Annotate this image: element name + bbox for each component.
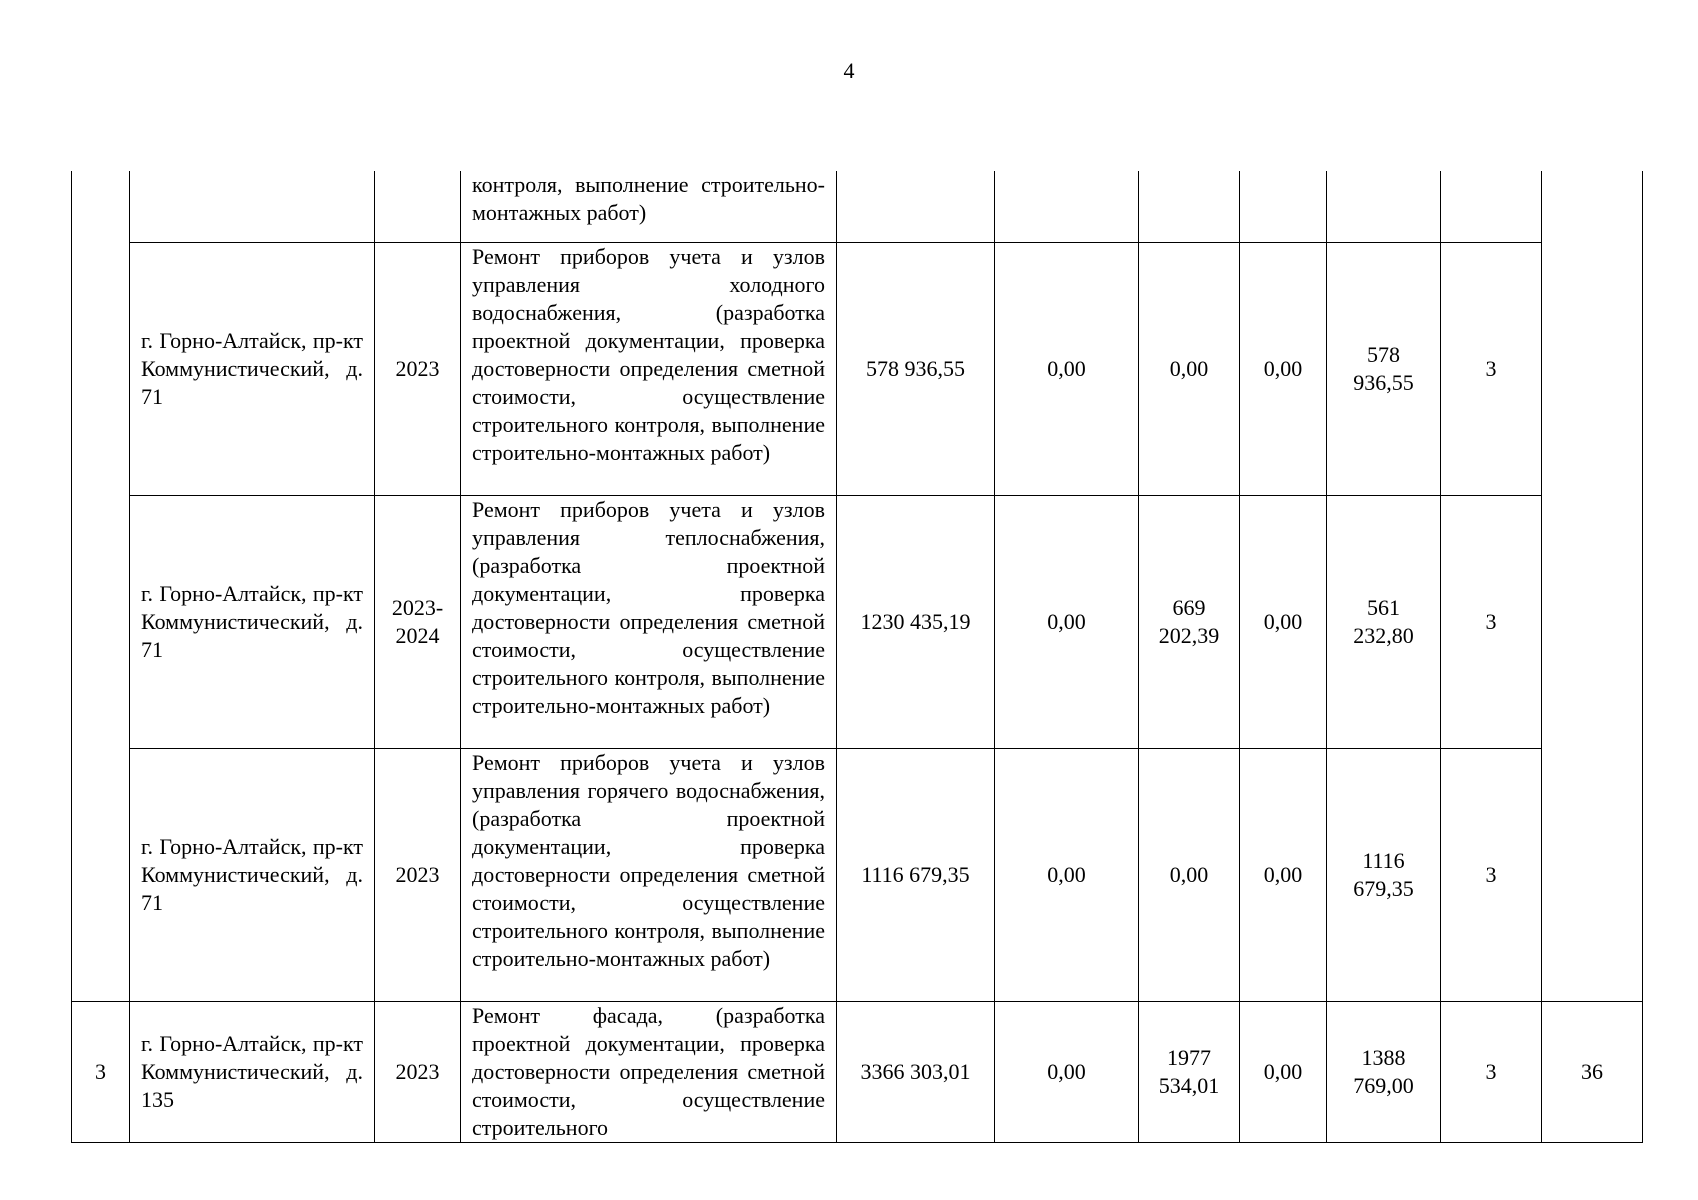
description-cell: Ремонт приборов учета и узлов управления горячего водоснабжения, (разработка проектной документации, проверка достоверности определения сметной стоимости, осуществление строительного контроля, выполнение строительно-монтажных работ): [461, 748, 837, 1001]
stage-cell: 3: [1441, 748, 1542, 1001]
funding-cell-1: 0,00: [995, 748, 1139, 1001]
total-cost-cell: 578 936,55: [837, 242, 995, 495]
funding-cell-1: 0,00: [995, 495, 1139, 748]
year-cell: 2023: [375, 242, 461, 495]
funding-cell-4: 561 232,80: [1327, 495, 1441, 748]
address-cell: г. Горно-Алтайск, пр-кт Коммунистический, д. 71: [130, 242, 375, 495]
table-row: [72, 1001, 1643, 1142]
total-cost-cell: 1230 435,19: [837, 495, 995, 748]
funding-cell-2: 669 202,39: [1139, 495, 1240, 748]
year-cell: [375, 171, 461, 242]
description-cell: контроля, выполнение строительно-монтажных работ): [461, 171, 837, 242]
funding-cell-1: 0,00: [995, 242, 1139, 495]
stage-cell: 3: [1441, 495, 1542, 748]
funding-cell-1: [995, 171, 1139, 242]
total-cost-cell: 3366 303,01: [837, 1001, 995, 1142]
stage-cell: 3: [1441, 1001, 1542, 1142]
funding-cell-1: 0,00: [995, 1001, 1139, 1142]
funding-cell-3: [1240, 171, 1327, 242]
funding-cell-2: 0,00: [1139, 242, 1240, 495]
row-number: 3: [72, 1001, 130, 1142]
address-cell: г. Горно-Алтайск, пр-кт Коммунистический, д. 71: [130, 748, 375, 1001]
funding-cell-4: [1327, 171, 1441, 242]
total-cost-cell: [837, 171, 995, 242]
stage-cell: 3: [1441, 242, 1542, 495]
description-cell: Ремонт фасада, (разработка проектной документации, проверка достоверности определения сметной стоимости, осуществление строительного: [461, 1001, 837, 1142]
year-cell: 2023-2024: [375, 495, 461, 748]
total-cost-cell: 1116 679,35: [837, 748, 995, 1001]
funding-cell-4: 1116 679,35: [1327, 748, 1441, 1001]
last-column-cell: [1542, 171, 1643, 1001]
funding-cell-3: 0,00: [1240, 242, 1327, 495]
stage-cell: [1441, 171, 1542, 242]
address-cell: [130, 171, 375, 242]
page-number: 4: [843, 58, 855, 83]
year-cell: 2023: [375, 748, 461, 1001]
table-row: [72, 495, 1643, 748]
address-cell: г. Горно-Алтайск, пр-кт Коммунистический, д. 71: [130, 495, 375, 748]
funding-cell-3: 0,00: [1240, 495, 1327, 748]
works-table: [71, 171, 1643, 1143]
funding-cell-4: 1388 769,00: [1327, 1001, 1441, 1142]
funding-cell-2: 1977 534,01: [1139, 1001, 1240, 1142]
year-cell: 2023: [375, 1001, 461, 1142]
table-row: [72, 748, 1643, 1001]
funding-cell-2: [1139, 171, 1240, 242]
table-row: [72, 171, 1643, 242]
description-cell: Ремонт приборов учета и узлов управления холодного водоснабжения, (разработка проектной документации, проверка достоверности определения сметной стоимости, осуществление строительного контроля, выполнение строительно-монтажных работ): [461, 242, 837, 495]
last-column-cell: 36: [1542, 1001, 1643, 1142]
description-cell: Ремонт приборов учета и узлов управления теплоснабжения, (разработка проектной документации, проверка достоверности определения сметной стоимости, осуществление строительного контроля, выполнение строительно-монтажных работ): [461, 495, 837, 748]
funding-cell-4: 578 936,55: [1327, 242, 1441, 495]
funding-cell-2: 0,00: [1139, 748, 1240, 1001]
table-row: [72, 242, 1643, 495]
funding-cell-3: 0,00: [1240, 1001, 1327, 1142]
address-cell: г. Горно-Алтайск, пр-кт Коммунистический, д. 135: [130, 1001, 375, 1142]
funding-cell-3: 0,00: [1240, 748, 1327, 1001]
row-number: [72, 171, 130, 1001]
